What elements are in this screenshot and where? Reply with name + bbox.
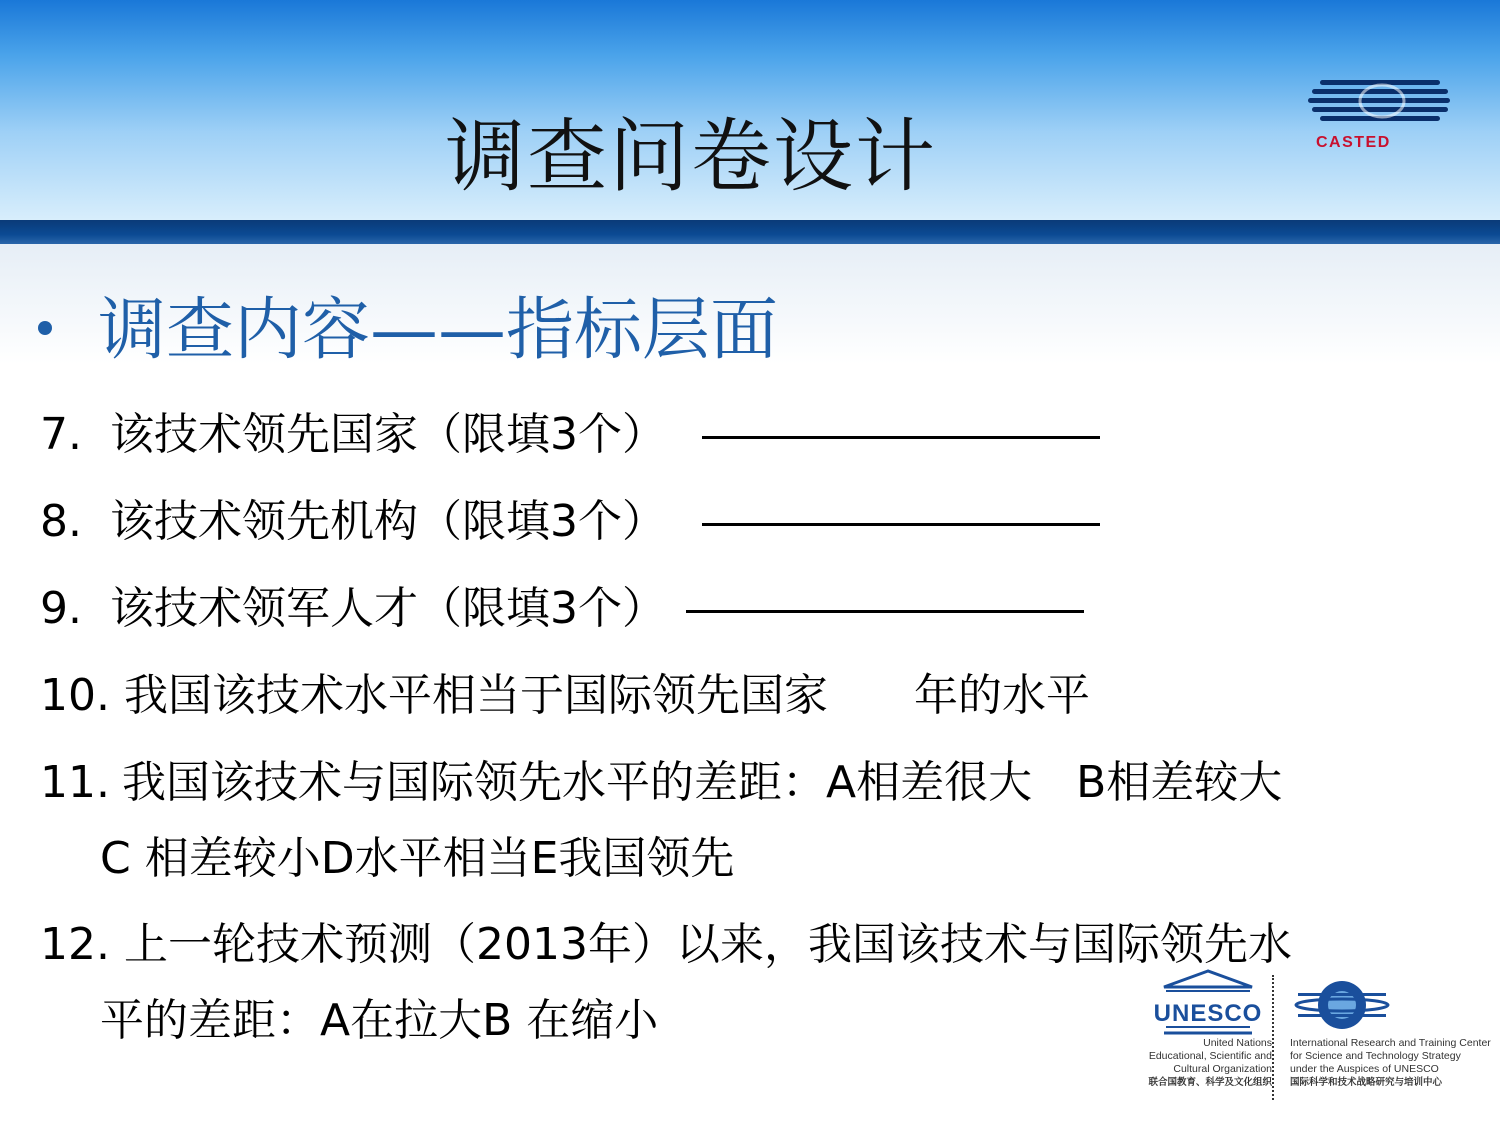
footer-logos	[1120, 965, 1500, 1105]
question-text: 我国该技术与国际领先水平的差距：	[122, 757, 826, 808]
question-10	[40, 659, 1090, 723]
option-c[interactable]: C 相差较小	[100, 833, 321, 884]
center-line: International Research and Training Center	[1290, 1037, 1491, 1049]
footer-divider	[1272, 975, 1274, 1100]
unesco-wordmark: UNESCO	[1153, 1000, 1263, 1027]
center-caption	[1290, 1037, 1500, 1089]
option-a[interactable]: A在拉大	[320, 995, 483, 1046]
question-12-options	[100, 984, 658, 1048]
bullet-icon	[38, 321, 52, 335]
question-number: 7.	[40, 409, 82, 460]
answer-blank[interactable]	[702, 523, 1100, 526]
question-number: 11.	[40, 757, 110, 808]
question-number: 9.	[40, 583, 82, 634]
question-text: 上一轮技术预测（2013年）以来，我国该技术与国际领先水	[124, 919, 1292, 970]
irtc-globe-icon	[1294, 977, 1390, 1033]
center-line: under the Auspices of UNESCO	[1290, 1063, 1439, 1075]
question-11-options	[100, 822, 734, 886]
question-number: 10.	[40, 670, 110, 721]
unesco-cn: 联合国教育、科学及文化组织	[1148, 1077, 1272, 1088]
question-8	[40, 485, 1100, 549]
question-number: 12.	[40, 919, 110, 970]
section-heading-row	[38, 276, 778, 373]
question-text: 该技术领先机构（限填3个）	[110, 496, 666, 547]
unesco-line: United Nations	[1203, 1037, 1272, 1049]
question-9	[40, 572, 1084, 636]
question-text: 该技术领军人才（限填3个）	[110, 583, 666, 634]
banner-stripe	[0, 220, 1500, 244]
casted-logo-text: CASTED	[1316, 134, 1391, 151]
unesco-caption	[1128, 1037, 1272, 1089]
unesco-line: Cultural Organization	[1173, 1063, 1272, 1075]
answer-blank[interactable]	[702, 436, 1100, 439]
question-tail: 年的水平	[914, 670, 1090, 721]
unesco-line: Educational, Scientific and	[1148, 1050, 1272, 1062]
answer-blank[interactable]	[686, 610, 1084, 613]
slide-title: 调查问卷设计	[445, 110, 937, 203]
unesco-temple-icon	[1153, 969, 1263, 1037]
question-text: 我国该技术水平相当于国际领先国家	[124, 670, 828, 721]
option-b[interactable]: B 在缩小	[482, 995, 659, 1046]
question-11	[40, 746, 1282, 810]
center-cn: 国际科学和技术战略研究与培训中心	[1290, 1077, 1443, 1088]
question-text-cont: 平的差距：	[100, 995, 320, 1046]
question-7	[40, 398, 1100, 462]
question-number: 8.	[40, 496, 82, 547]
question-12	[40, 908, 1292, 972]
question-text: 该技术领先国家（限填3个）	[110, 409, 666, 460]
option-d[interactable]: D水平相当	[320, 833, 531, 884]
section-heading: 调查内容——指标层面	[98, 291, 779, 370]
center-line: for Science and Technology Strategy	[1290, 1050, 1461, 1062]
option-b[interactable]: B相差较大	[1076, 757, 1283, 808]
option-a[interactable]: A相差很大	[826, 757, 1033, 808]
option-e[interactable]: E我国领先	[530, 833, 735, 884]
